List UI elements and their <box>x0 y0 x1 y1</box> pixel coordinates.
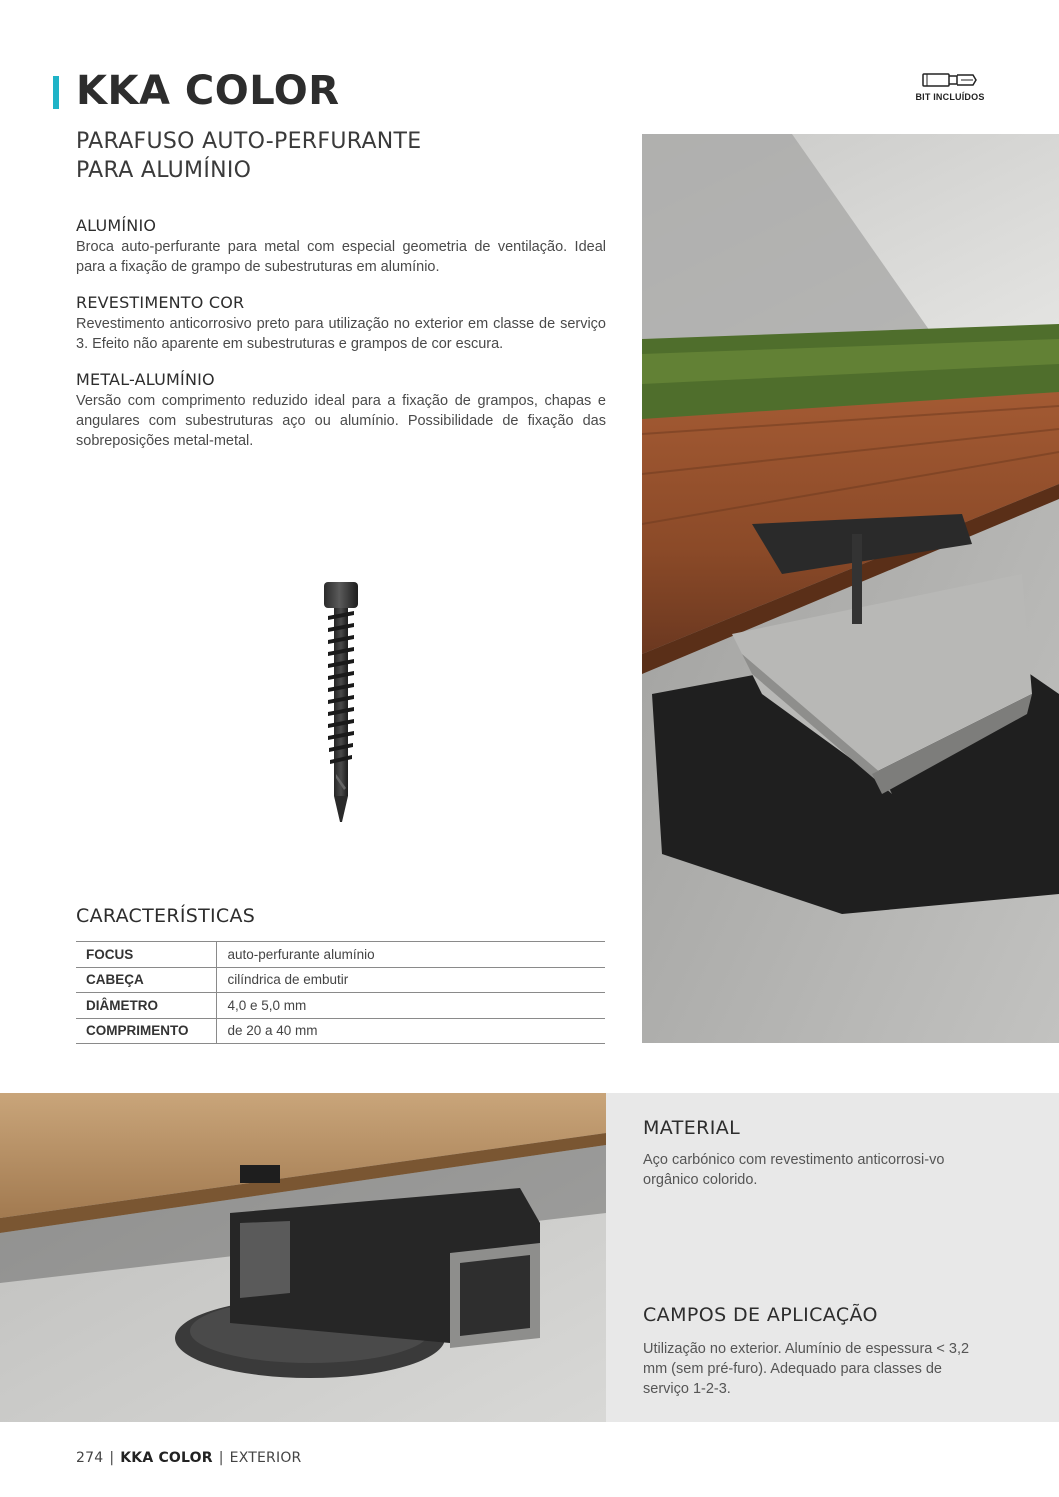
application-text: Utilização no exterior. Alumínio de espessura < 3,2 mm (sem pré-furo). Adequado para classes de serviço 1-2-3. <box>643 1341 970 1397</box>
table-key: DIÂMETRO <box>76 993 216 1019</box>
table-key: FOCUS <box>76 942 216 968</box>
table-value: de 20 a 40 mm <box>216 1018 605 1044</box>
subtitle-line-1: PARAFUSO AUTO-PERFURANTE <box>76 129 422 154</box>
pedestal-substructure-photo <box>0 1093 606 1422</box>
table-value: cilíndrica de embutir <box>216 967 605 993</box>
footer-product: KKA COLOR <box>120 1450 213 1466</box>
title-accent-bar <box>53 76 59 109</box>
feature-item <box>76 216 606 277</box>
feature-text: Broca auto-perfurante para metal com especial geometria de ventilação. Ideal para a fixação de grampo de subestruturas em alumínio. <box>76 239 606 275</box>
page-subtitle <box>76 127 556 185</box>
bit-included-badge <box>905 72 995 102</box>
table-row <box>76 942 605 968</box>
bit-included-label: BIT INCLUÍDOS <box>915 92 985 102</box>
page-title: KKA COLOR <box>76 68 340 114</box>
screwdriver-bit-icon <box>921 72 979 88</box>
screw-product-image <box>318 578 378 828</box>
feature-heading: METAL-ALUMÍNIO <box>76 370 215 389</box>
application-heading: CAMPOS DE APLICAÇÃO <box>643 1304 878 1326</box>
material-text: Aço carbónico com revestimento anticorrosi-vo orgânico colorido. <box>643 1152 945 1188</box>
page-number: 274 <box>76 1450 104 1466</box>
material-heading: MATERIAL <box>643 1117 741 1139</box>
feature-item <box>76 370 606 451</box>
page-footer: 274 | KKA COLOR | EXTERIOR <box>76 1450 302 1466</box>
feature-heading: REVESTIMENTO COR <box>76 293 245 312</box>
decking-installation-photo <box>642 134 1059 1043</box>
feature-item <box>76 293 606 354</box>
subtitle-line-2: PARA ALUMÍNIO <box>76 158 252 183</box>
table-row <box>76 1018 605 1044</box>
table-value: 4,0 e 5,0 mm <box>216 993 605 1019</box>
feature-text: Versão com comprimento reduzido ideal para a fixação de grampos, chapas e angulares com subestruturas aço ou alumínio. Possibilidade de fixação das sobreposições metal-metal. <box>76 393 606 449</box>
feature-list <box>76 216 606 467</box>
footer-section: EXTERIOR <box>229 1450 302 1466</box>
characteristics-table <box>76 941 605 1044</box>
table-value: auto-perfurante alumínio <box>216 942 605 968</box>
table-row <box>76 993 605 1019</box>
table-key: CABEÇA <box>76 967 216 993</box>
feature-text: Revestimento anticorrosivo preto para utilização no exterior em classe de serviço 3. Efeito não aparente em subestruturas e grampos de cor escura. <box>76 316 606 352</box>
feature-heading: ALUMÍNIO <box>76 216 157 235</box>
material-application-panel <box>606 1093 1059 1422</box>
table-row <box>76 967 605 993</box>
characteristics-title: CARACTERÍSTICAS <box>76 905 256 927</box>
table-key: COMPRIMENTO <box>76 1018 216 1044</box>
